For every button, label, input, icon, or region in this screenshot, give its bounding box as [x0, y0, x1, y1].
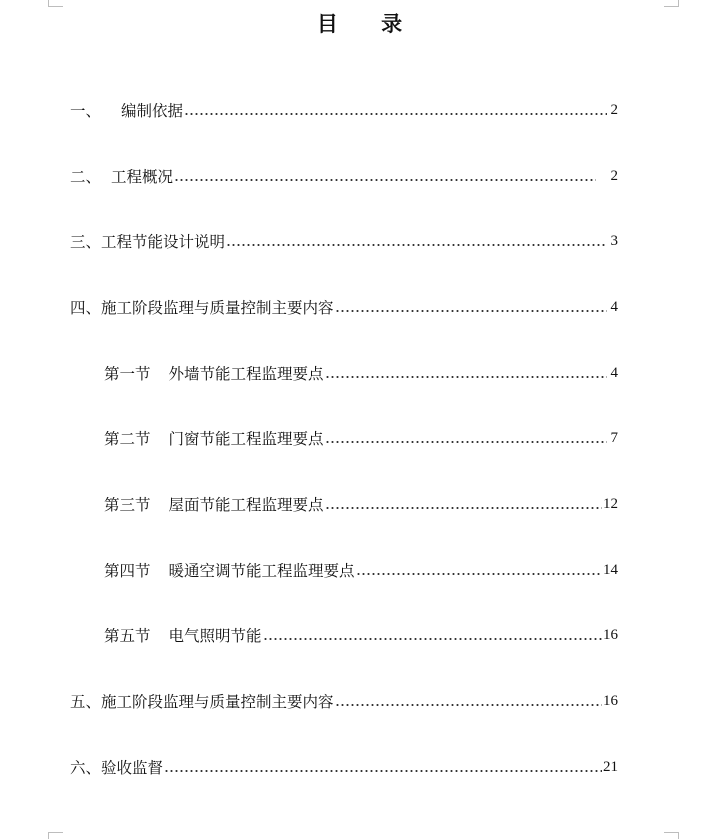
toc-entry-number: 第一节 — [104, 365, 151, 383]
toc-entry-label: 施工阶段监理与质量控制主要内容 — [101, 299, 334, 317]
toc-entry-label: 验收监督 — [101, 759, 164, 777]
toc-entry[interactable] — [70, 756, 618, 778]
page-corner-mark — [48, 832, 63, 839]
dot-leader — [335, 690, 602, 712]
toc-entry-label: 工程概况 — [111, 168, 174, 186]
toc-entry[interactable] — [104, 559, 618, 581]
toc-entry-number: 二、 — [70, 168, 102, 186]
dot-leader — [325, 427, 607, 449]
toc-entry-page: 7 — [610, 429, 618, 446]
toc-entry-label: 电气照明节能 — [168, 627, 262, 645]
toc-entry-label: 工程节能设计说明 — [101, 233, 226, 251]
toc-entry-page: 12 — [603, 495, 618, 512]
dot-leader — [263, 624, 602, 646]
toc-entry-number: 一、 — [70, 102, 102, 120]
toc-entry-number: 第三节 — [104, 496, 151, 514]
dot-leader — [356, 559, 602, 581]
toc-entry-number: 四、 — [70, 299, 102, 317]
toc-entry[interactable] — [70, 690, 618, 712]
page-corner-mark — [48, 0, 63, 7]
toc-entry[interactable] — [70, 296, 618, 318]
page-title: 目 录 — [316, 12, 421, 36]
dot-leader — [184, 99, 607, 121]
toc-entry-number: 六、 — [70, 759, 102, 777]
toc-entry-label: 施工阶段监理与质量控制主要内容 — [101, 693, 334, 711]
toc-entry[interactable] — [70, 99, 618, 121]
toc-entry-number: 三、 — [70, 233, 102, 251]
dot-leader — [325, 362, 607, 384]
dot-leader — [164, 756, 602, 778]
toc-entry-page: 14 — [603, 561, 618, 578]
page-corner-mark — [664, 0, 679, 7]
toc-entry-page: 3 — [610, 232, 618, 249]
toc-entry-number: 第五节 — [104, 627, 151, 645]
toc-entry-page: 21 — [603, 758, 618, 775]
toc-entry-page: 16 — [603, 626, 618, 643]
toc-entry-label: 外墙节能工程监理要点 — [168, 365, 324, 383]
toc-entry-label: 门窗节能工程监理要点 — [168, 430, 324, 448]
toc-entry-label: 暖通空调节能工程监理要点 — [168, 562, 355, 580]
toc-entry-label: 编制依据 — [121, 102, 184, 120]
toc-entry-number: 五、 — [70, 693, 102, 711]
dot-leader — [174, 165, 596, 187]
toc-entry-page: 4 — [610, 364, 618, 381]
toc-entry-number: 第二节 — [104, 430, 151, 448]
toc-entry-page: 4 — [610, 298, 618, 315]
toc-entry[interactable] — [70, 165, 618, 187]
toc-entry-label: 屋面节能工程监理要点 — [168, 496, 324, 514]
toc-entry-page: 16 — [603, 692, 618, 709]
dot-leader — [335, 296, 607, 318]
toc-entry[interactable] — [70, 230, 618, 252]
toc-entry-page: 2 — [610, 101, 618, 118]
page-corner-mark — [664, 832, 679, 839]
toc-entry[interactable] — [104, 493, 618, 515]
toc-entry[interactable] — [104, 624, 618, 646]
dot-leader — [226, 230, 607, 252]
toc-entry[interactable] — [104, 427, 618, 449]
toc-entry[interactable] — [104, 362, 618, 384]
toc-entry-page: 2 — [610, 167, 618, 184]
toc-entry-number: 第四节 — [104, 562, 151, 580]
dot-leader — [325, 493, 602, 515]
